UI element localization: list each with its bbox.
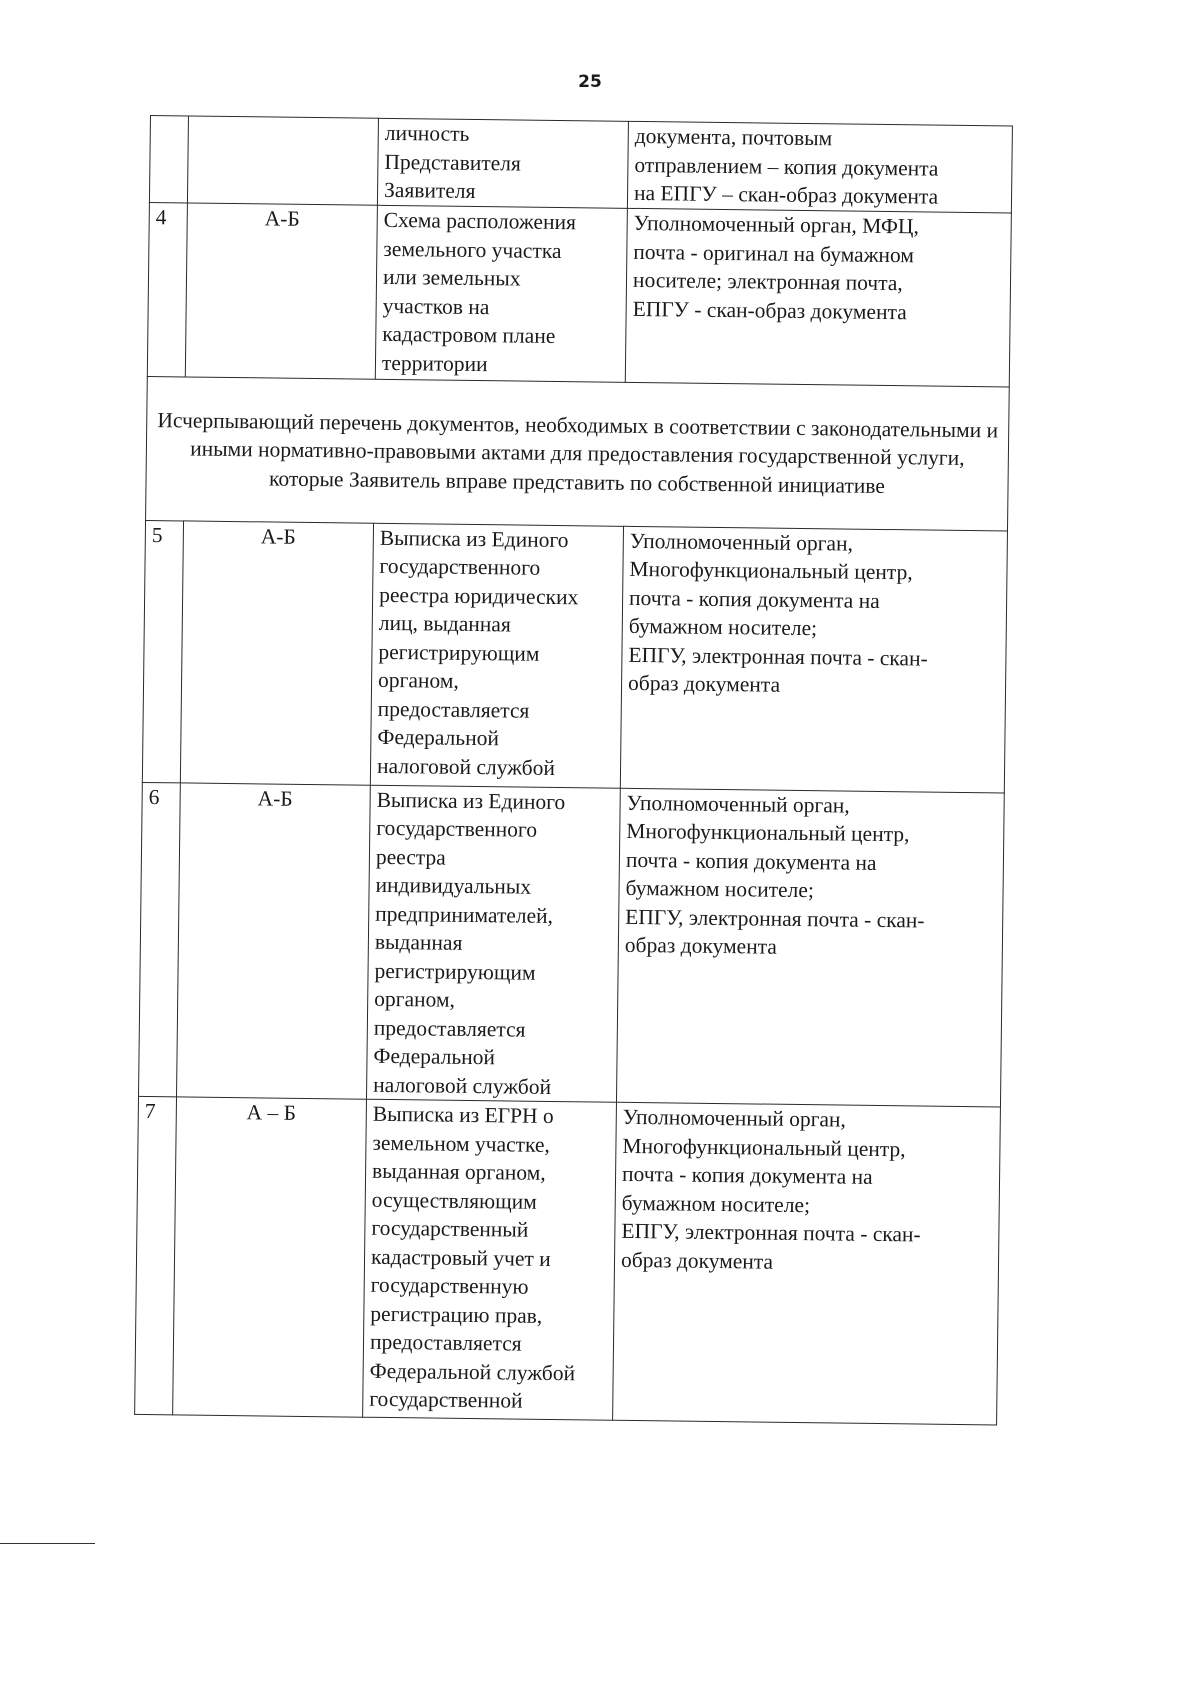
documents-table — [134, 115, 1013, 1425]
row-number-cell: 5 — [142, 520, 183, 782]
applicant-code-cell: А-Б — [180, 520, 373, 784]
submission-method-cell: Уполномоченный орган, Многофункциональный центр, почта - копия документа на бумажном носителе; ЕПГУ, электронная почта - скан- образ документа — [613, 1102, 1001, 1425]
document-name-cell: личность Представителя Заявителя — [377, 118, 628, 208]
applicant-code-cell: А-Б — [177, 782, 371, 1099]
document-name-cell: Выписка из Единого государственного реестра индивидуальных предпринимателей, выданная регистрирующим органом, предоставляется Федеральной налоговой службой — [366, 785, 620, 1103]
section-header-row — [146, 376, 1010, 530]
table-row — [149, 116, 1012, 214]
submission-method-cell: документа, почтовым отправлением – копия документа на ЕПГУ – скан-образ документа — [627, 121, 1012, 213]
submission-method-cell: Уполномоченный орган, Многофункциональный центр, почта - копия документа на бумажном носителе; ЕПГУ, электронная почта - скан- образ документа — [620, 526, 1007, 793]
applicant-code-cell — [187, 116, 378, 205]
footer-divider-line — [0, 1543, 95, 1544]
row-number-cell: 7 — [135, 1096, 177, 1414]
row-number-cell: 6 — [139, 782, 181, 1097]
row-number-cell — [149, 116, 188, 203]
section-header-cell — [146, 376, 1010, 530]
table-row — [139, 782, 1005, 1107]
document-name-cell: Выписка из Единого государственного реестра юридических лиц, выданная регистрирующим органом, предоставляется Федеральной налоговой службой — [370, 523, 623, 788]
submission-method-cell: Уполномоченный орган, Многофункциональный центр, почта - копия документа на бумажном носителе; ЕПГУ, электронная почта - скан- образ документа — [616, 788, 1004, 1107]
page-number: 25 — [578, 72, 602, 92]
table-row — [147, 202, 1011, 387]
document-name-cell: Схема расположения земельного участка или земельных участков на кадастровом плане территории — [375, 205, 627, 382]
applicant-code-cell: А – Б — [173, 1097, 367, 1417]
section-header-text: Исчерпывающий перечень документов, необходимых в соответствии с законодательными и иными нормативно-правовыми актами для предоставления государственной услуги, которые Заявитель вправе представить по собственной инициативе — [157, 407, 999, 498]
document-name-cell: Выписка из ЕГРН о земельном участке, выданная органом, осуществляющим государственный кадастровый учет и государственную регистрацию прав, предоставляется Федеральной службой государственной — [363, 1099, 617, 1420]
submission-method-cell: Уполномоченный орган, МФЦ, почта - оригинал на бумажном носителе; электронная почта, ЕПГУ - скан-образ документа — [625, 208, 1011, 387]
table-row — [142, 520, 1007, 793]
row-number-cell: 4 — [147, 202, 187, 376]
table-row — [135, 1096, 1001, 1425]
applicant-code-cell: А-Б — [185, 203, 377, 379]
